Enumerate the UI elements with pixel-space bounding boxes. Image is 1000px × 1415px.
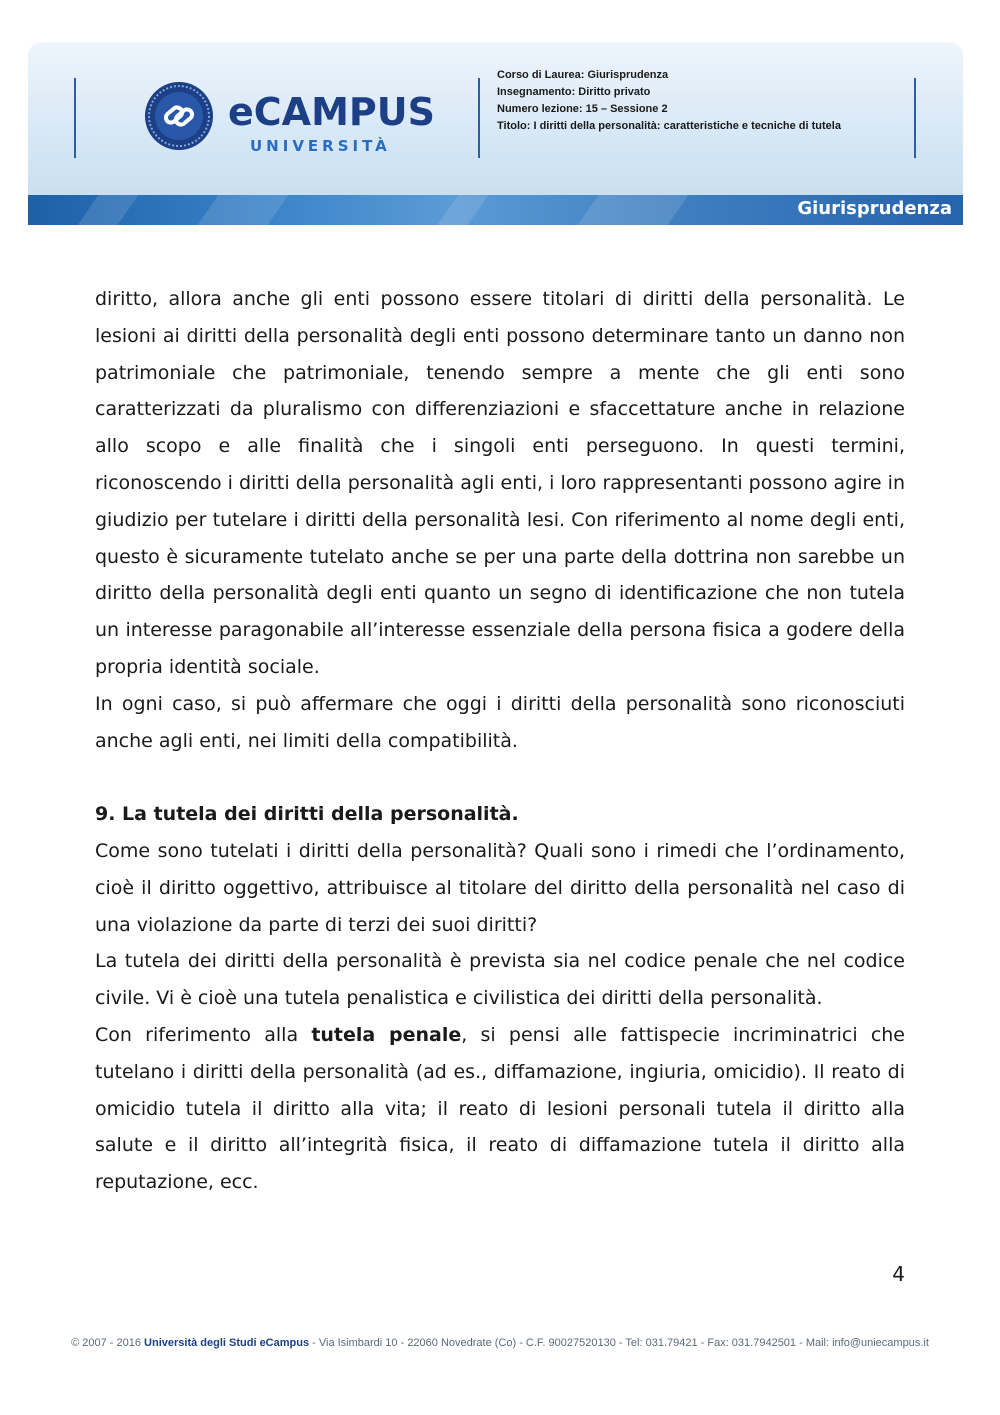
teaching-label: Insegnamento: Diritto privato bbox=[497, 86, 651, 98]
course-label: Corso di Laurea: Giurisprudenza bbox=[497, 69, 669, 81]
page-number: 4 bbox=[892, 1262, 905, 1286]
page-footer bbox=[0, 1337, 1000, 1349]
course-info bbox=[497, 67, 841, 135]
stripe-decoration bbox=[577, 195, 688, 225]
ecampus-logo-icon bbox=[143, 80, 215, 152]
text-span: Con riferimento alla bbox=[95, 1023, 312, 1046]
stripe-decoration bbox=[77, 195, 138, 225]
paragraph: diritto, allora anche gli enti possono essere titolari di diritti della personalità. Le lesioni ai diritti della personalità degli enti possono determinare tanto un danno non patrimoniale che patrimoniale, tenendo sempre a mente che gli enti sono caratterizzati da pluralismo con differenziazioni e sfaccettature anche in relazione allo scopo e alle finalità che i singoli enti perseguono. In questi termini, riconoscendo i diritti della personalità agli enti, i loro rappresentanti possono agire in giudizio per tutelare i diritti della personalità lesi. Con riferimento al nome degli enti, questo è sicuramente tutelato anche se per una parte della dottrina non sarebbe un diritto della personalità degli enti quanto un segno di identificazione che non tutela un interesse paragonabile all’interesse essenziale della persona fisica a godere della propria identità sociale. bbox=[95, 288, 905, 678]
paragraph bbox=[95, 1017, 905, 1201]
paragraph: La tutela dei diritti della personalità è prevista sia nel codice penale che nel codice civile. Vi è cioè una tutela penalistica e civilistica dei diritti della personalità. bbox=[95, 950, 905, 1010]
footer-university: Università degli Studi eCampus bbox=[144, 1337, 310, 1349]
stripe-decoration bbox=[437, 195, 488, 225]
brand-name: eCAMPUS bbox=[228, 90, 435, 134]
bold-term: tutela penale bbox=[311, 1023, 462, 1046]
stripe-decoration bbox=[197, 195, 288, 225]
title-label: Titolo: I diritti della personalità: caratteristiche e tecniche di tutela bbox=[497, 120, 841, 132]
section-name: Giurisprudenza bbox=[797, 198, 952, 219]
section-heading: 9. La tutela dei diritti della personalità. bbox=[95, 803, 519, 826]
paragraph: In ogni caso, si può affermare che oggi i diritti della personalità sono riconosciuti anche agli enti, nei limiti della compatibilità. bbox=[95, 692, 905, 752]
header-divider-right bbox=[914, 78, 916, 158]
paragraph: Come sono tutelati i diritti della personalità? Quali sono i rimedi che l’ordinamento, cioè il diritto oggettivo, attribuisce al titolare del diritto della personalità nel caso di una violazione da parte di terzi dei suoi diritti? bbox=[95, 839, 905, 936]
brand-subtitle: UNIVERSITÀ bbox=[250, 137, 391, 155]
lesson-label: Numero lezione: 15 – Sessione 2 bbox=[497, 103, 668, 115]
spacer bbox=[95, 759, 905, 796]
document-body bbox=[95, 281, 905, 1201]
header-divider-left bbox=[74, 78, 76, 158]
header-divider-middle bbox=[478, 78, 480, 158]
text-span: , si pensi alle fattispecie incriminatrici che tutelano i diritti della personalità (ad es., diffamazione, ingiuria, omicidio). Il reato di omicidio tutela il diritto alla vita; il reato di lesioni personali tutela il diritto alla salute e il diritto all’integrità fisica, il reato di diffamazione tutela il diritto alla reputazione, ecc. bbox=[95, 1023, 905, 1194]
footer-copyright: © 2007 - 2016 bbox=[71, 1337, 145, 1349]
footer-details: - Via Isimbardi 10 - 22060 Novedrate (Co) - C.F. 90027520130 - Tel: 031.79421 - Fax: 031.7942501 - Mail: info@uniecampus.it bbox=[309, 1337, 929, 1349]
